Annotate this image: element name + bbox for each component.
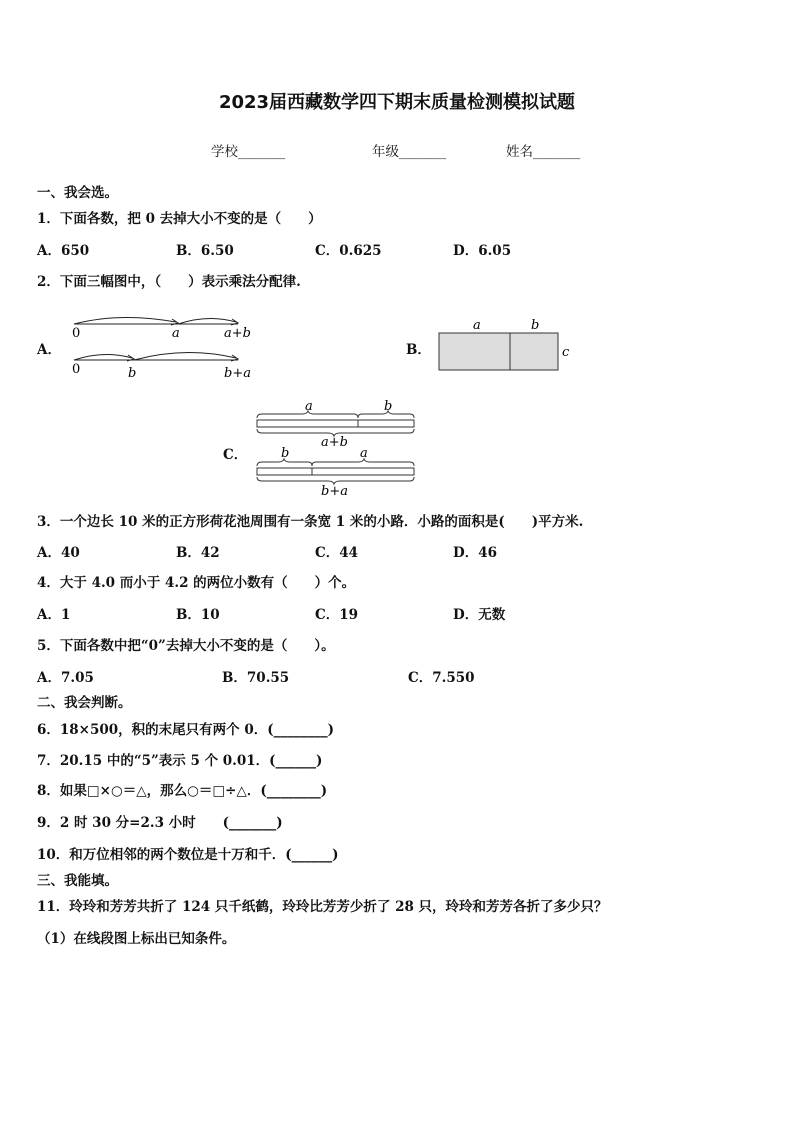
question-8: 8．如果□×○＝△，那么○＝□÷△．(________) bbox=[37, 783, 328, 799]
question-3: 3．一个边长 10 米的正方形荷花池周围有一条宽 1 米的小路．小路的面积是( )平方米. bbox=[37, 514, 584, 530]
question-4: 4．大于 4.0 而小于 4.2 的两位小数有（ ）个。 bbox=[37, 575, 356, 591]
q1-option-c[interactable]: C．0.625 bbox=[315, 243, 382, 259]
q2-option-b[interactable]: B． bbox=[406, 342, 431, 358]
section-heading-judge: 二、我会判断。 bbox=[37, 695, 132, 711]
bar-top-sum-label: a+b bbox=[321, 435, 348, 450]
rect-a-label: a bbox=[473, 318, 481, 333]
bar-top-a-label: a bbox=[305, 400, 313, 414]
q1-option-b[interactable]: B．6.50 bbox=[176, 243, 234, 259]
line1-a-label: a bbox=[172, 326, 180, 341]
rect-b-label: b bbox=[531, 318, 540, 333]
line2-b-label: b bbox=[128, 366, 137, 381]
q3-option-c[interactable]: C．44 bbox=[315, 545, 359, 561]
q2-option-c[interactable]: C． bbox=[223, 447, 248, 463]
page-title: 2023届西藏数学四下期末质量检测模拟试题 bbox=[218, 92, 576, 113]
question-6: 6．18×500，积的末尾只有两个 0．(________) bbox=[37, 722, 335, 738]
question-11-part-1: （1）在线段图上标出已知条件。 bbox=[37, 931, 236, 947]
bar-bottom-b-label: b bbox=[281, 446, 290, 461]
rect-c-label: c bbox=[562, 345, 570, 360]
line2-sum-label: b+a bbox=[224, 366, 251, 381]
segment-bars-figure bbox=[250, 400, 422, 500]
section-heading-fill: 三、我能填。 bbox=[37, 873, 118, 889]
name-field[interactable]: 姓名_______ bbox=[506, 144, 581, 160]
question-10: 10．和万位相邻的两个数位是十万和千．(______) bbox=[37, 847, 339, 863]
question-9: 9．2 时 30 分=2.3 小时 (_______) bbox=[37, 815, 283, 831]
q5-option-b[interactable]: B．70.55 bbox=[222, 670, 290, 686]
q3-option-d[interactable]: D．46 bbox=[453, 545, 497, 561]
question-2: 2．下面三幅图中，（ ）表示乘法分配律. bbox=[37, 274, 301, 290]
bar-top-b-label: b bbox=[384, 400, 393, 414]
line1-sum-label: a+b bbox=[224, 326, 251, 341]
grade-field[interactable]: 年级_______ bbox=[372, 144, 447, 160]
question-5: 5．下面各数中把“0”去掉大小不变的是（ ）。 bbox=[37, 638, 335, 654]
q4-option-d[interactable]: D．无数 bbox=[453, 607, 506, 623]
school-field[interactable]: 学校_______ bbox=[211, 144, 286, 160]
q5-option-a[interactable]: A．7.05 bbox=[37, 670, 94, 686]
q3-option-a[interactable]: A．40 bbox=[37, 545, 80, 561]
question-7: 7．20.15 中的“5”表示 5 个 0.01．(______) bbox=[37, 753, 323, 769]
rectangle-figure bbox=[432, 316, 582, 376]
bar-bottom-sum-label: b+a bbox=[321, 484, 348, 499]
number-line-figure bbox=[60, 306, 270, 384]
q1-option-a[interactable]: A．650 bbox=[37, 243, 90, 259]
q5-option-c[interactable]: C．7.550 bbox=[408, 670, 475, 686]
bar-bottom-a-label: a bbox=[360, 446, 368, 461]
q4-option-a[interactable]: A．1 bbox=[37, 607, 71, 623]
line2-zero-label: 0 bbox=[72, 362, 81, 377]
question-11: 11．玲玲和芳芳共折了 124 只千纸鹤，玲玲比芳芳少折了 28 只，玲玲和芳芳各折了多少只？ bbox=[37, 899, 608, 915]
q4-option-b[interactable]: B．10 bbox=[176, 607, 220, 623]
q4-option-c[interactable]: C．19 bbox=[315, 607, 359, 623]
q1-option-d[interactable]: D．6.05 bbox=[453, 243, 512, 259]
q2-option-a[interactable]: A． bbox=[37, 342, 61, 358]
line1-zero-label: 0 bbox=[72, 326, 81, 341]
section-heading-choice: 一、我会选。 bbox=[37, 185, 118, 201]
q3-option-b[interactable]: B．42 bbox=[176, 545, 220, 561]
question-1: 1．下面各数，把 0 去掉大小不变的是（ ） bbox=[37, 211, 322, 227]
